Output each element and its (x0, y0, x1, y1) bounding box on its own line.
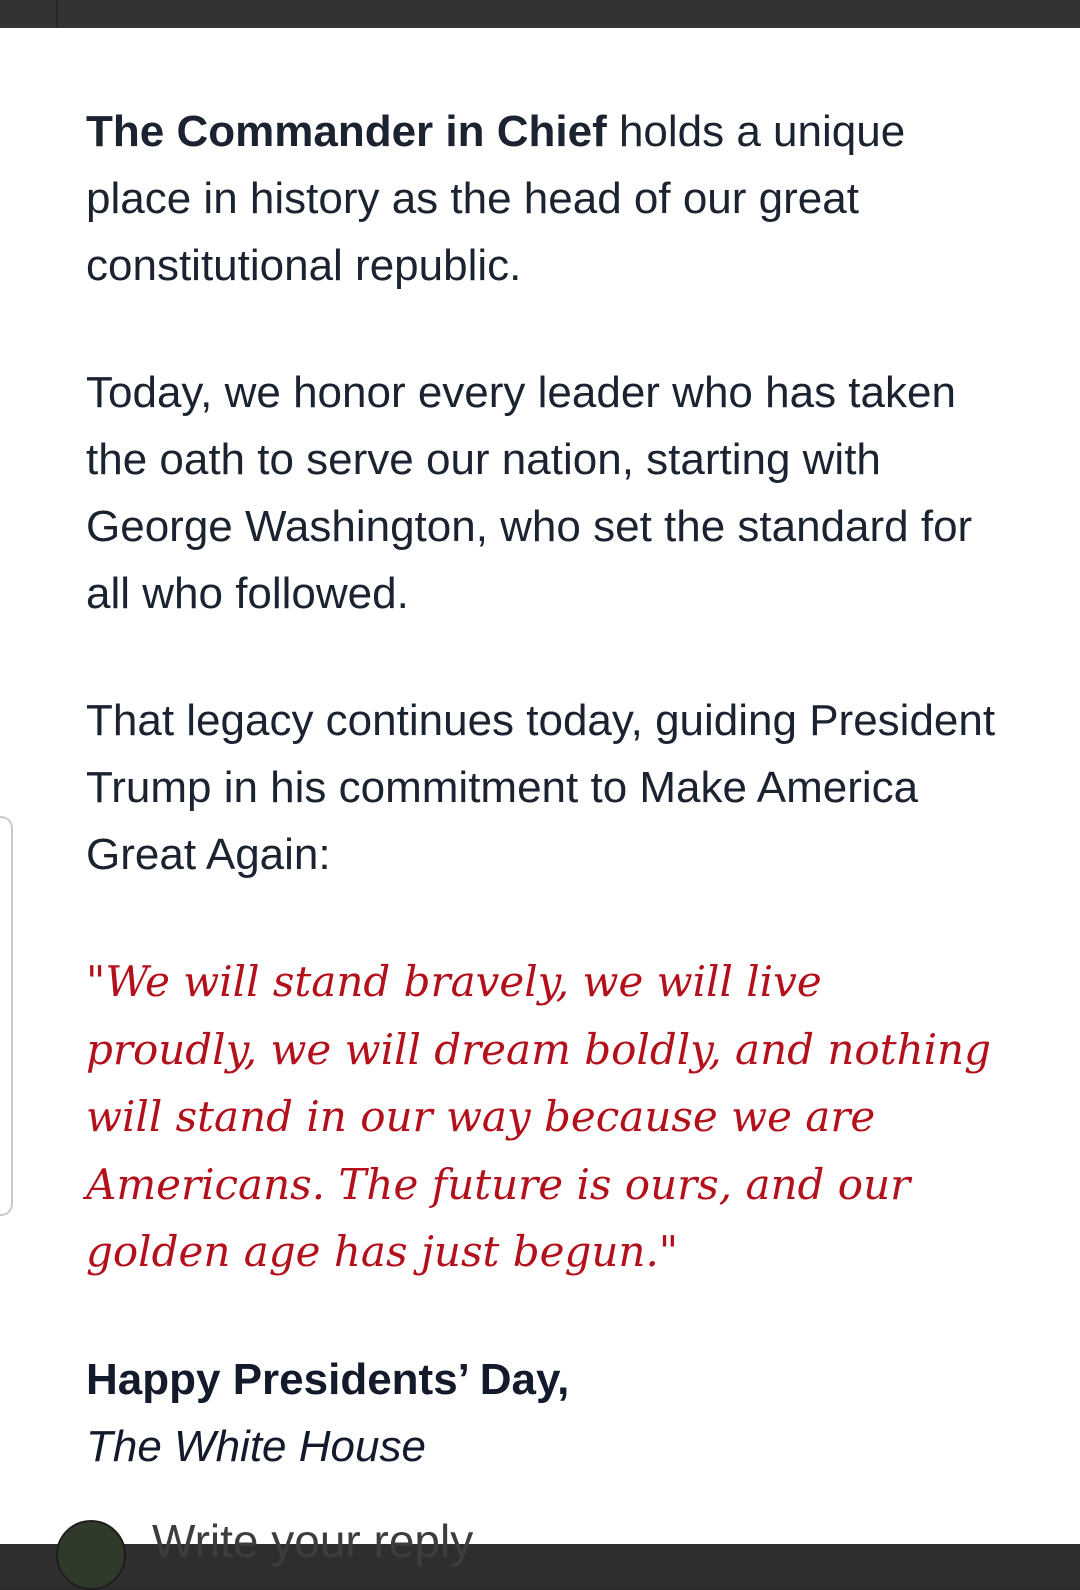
user-avatar (56, 1520, 126, 1590)
signature: The White House (86, 1421, 426, 1471)
intro-paragraph (86, 98, 1006, 299)
toolbar-divider (56, 0, 58, 28)
email-content (86, 98, 1006, 1480)
reply-bar[interactable] (0, 1515, 1080, 1586)
reply-input-placeholder[interactable]: Write your reply (152, 1515, 474, 1567)
side-panel-handle[interactable] (0, 816, 13, 1216)
legacy-paragraph: That legacy continues today, guiding President Trump in his commitment to Make America Great Again: (86, 696, 996, 879)
presidential-quote: "We will stand bravely, we will live proudly, we will dream boldly, and nothing will stand in our way because we are Americans. The future is ours, and our golden age has just begun." (86, 957, 991, 1276)
honor-paragraph: Today, we honor every leader who has taken the oath to serve our nation, starting with George Washington, who set the standard for all who followed. (86, 368, 973, 618)
intro-bold-phrase: The Commander in Chief (86, 107, 607, 156)
top-toolbar (0, 0, 1080, 28)
email-body (0, 28, 1080, 1544)
intro-rest: holds a unique place in history as the head of our great constitutional republic. (86, 107, 906, 290)
signoff: Happy Presidents’ Day, (86, 1354, 570, 1404)
